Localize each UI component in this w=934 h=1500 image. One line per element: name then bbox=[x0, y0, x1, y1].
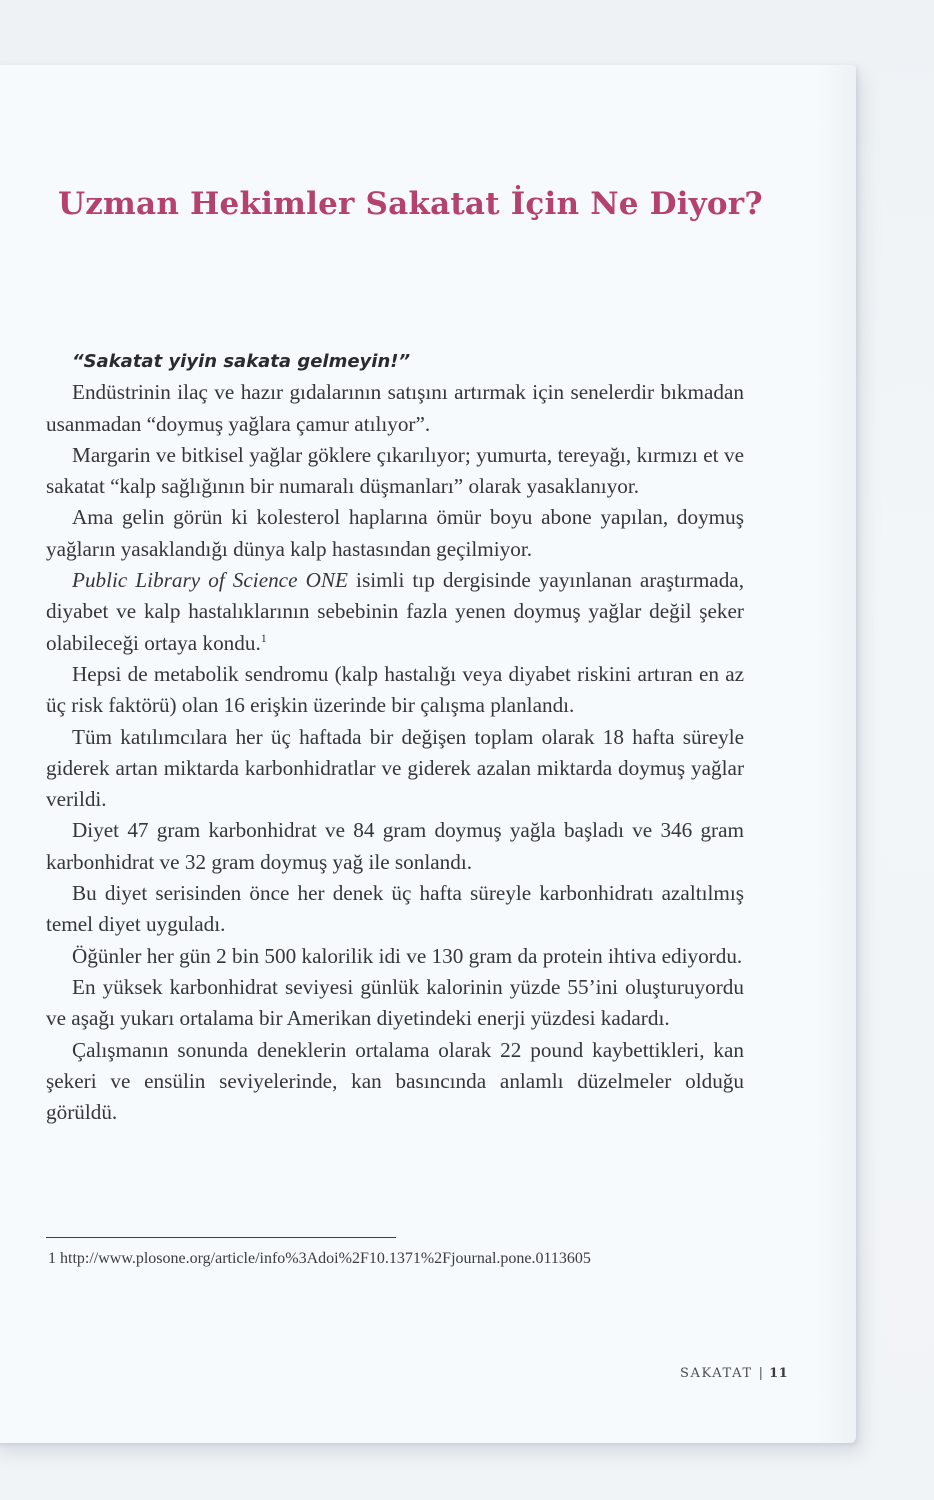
footnote-divider bbox=[46, 1237, 396, 1238]
running-footer bbox=[680, 1366, 788, 1381]
running-footer-separator: | bbox=[758, 1366, 764, 1381]
footnote-reference[interactable]: 1 bbox=[260, 630, 267, 645]
page-number: 11 bbox=[769, 1366, 789, 1381]
footnote: 1 http://www.plosone.org/article/info%3Adoi%2F10.1371%2Fjournal.pone.0113605 bbox=[48, 1250, 591, 1267]
paragraph: Diyet 47 gram karbonhidrat ve 84 gram doymuş yağla başladı ve 346 gram karbonhidrat ve 32 gram doymuş yağ ile sonlandı. bbox=[46, 818, 744, 874]
page-edge-shadow bbox=[816, 65, 856, 1443]
paragraph: En yüksek karbonhidrat seviyesi günlük kalorinin yüzde 55’ini oluşturuyordu ve aşağı yukarı ortalama bir Amerikan diyetindeki enerji yüzdesi kadardı. bbox=[46, 974, 744, 1031]
paragraph: Tüm katılımcılara her üç haftada bir değişen toplam olarak 18 hafta süreyle giderek artan miktarda karbonhidratlar ve giderek azalan miktarda doymuş yağlar verildi. bbox=[46, 724, 744, 812]
paragraph: Margarin ve bitkisel yağlar göklere çıkarılıyor; yumurta, tereyağı, kırmızı et ve sakatat “kalp sağlığının bir numaralı düşmanları” olarak yasaklanıyor. bbox=[46, 442, 744, 499]
body-text bbox=[46, 346, 744, 1128]
paragraph: Öğünler her gün 2 bin 500 kalorilik idi ve 130 gram da protein ihtiva ediyordu. bbox=[72, 943, 743, 968]
paragraph: Hepsi de metabolik sendromu (kalp hastalığı veya diyabet riskini artıran en az üç risk faktörü) olan 16 erişkin üzerinde bir çalışma planlandı. bbox=[46, 661, 744, 718]
paragraph: Ama gelin görün ki kolesterol haplarına ömür boyu abone yapılan, doymuş yağların yasaklandığı dünya kalp hastasından geçilmiyor. bbox=[46, 505, 744, 561]
running-footer-section: SAKATAT bbox=[680, 1366, 753, 1381]
paragraph: Endüstrinin ilaç ve hazır gıdalarının satışını artırmak için senelerdir bıkmadan usanmadan “doymuş yağlara çamur atılıyor”. bbox=[46, 380, 744, 436]
paragraph-with-citation bbox=[46, 565, 744, 659]
paragraph: Çalışmanın sonunda deneklerin ortalama olarak 22 pound kaybettikleri, kan şekeri ve ensülin seviyelerinde, kan basıncında anlamlı düzelmeler olduğu görüldü. bbox=[46, 1037, 744, 1125]
paragraph-text: isimli tıp dergisinde yayınlanan araştırmada, diyabet ve kalp hastalıklarının sebebinin fazla yenen doymuş yağlar değil şeker olabileceği ortaya kondu. bbox=[46, 568, 744, 655]
section-title: Uzman Hekimler Sakatat İçin Ne Diyor? bbox=[58, 186, 763, 222]
journal-name: Public Library of Science ONE bbox=[72, 568, 348, 593]
pull-quote: “Sakatat yiyin sakata gelmeyin!” bbox=[72, 351, 411, 372]
paragraph: Bu diyet serisinden önce her denek üç hafta süreyle karbonhidratı azaltılmış temel diyet uyguladı. bbox=[46, 881, 744, 937]
